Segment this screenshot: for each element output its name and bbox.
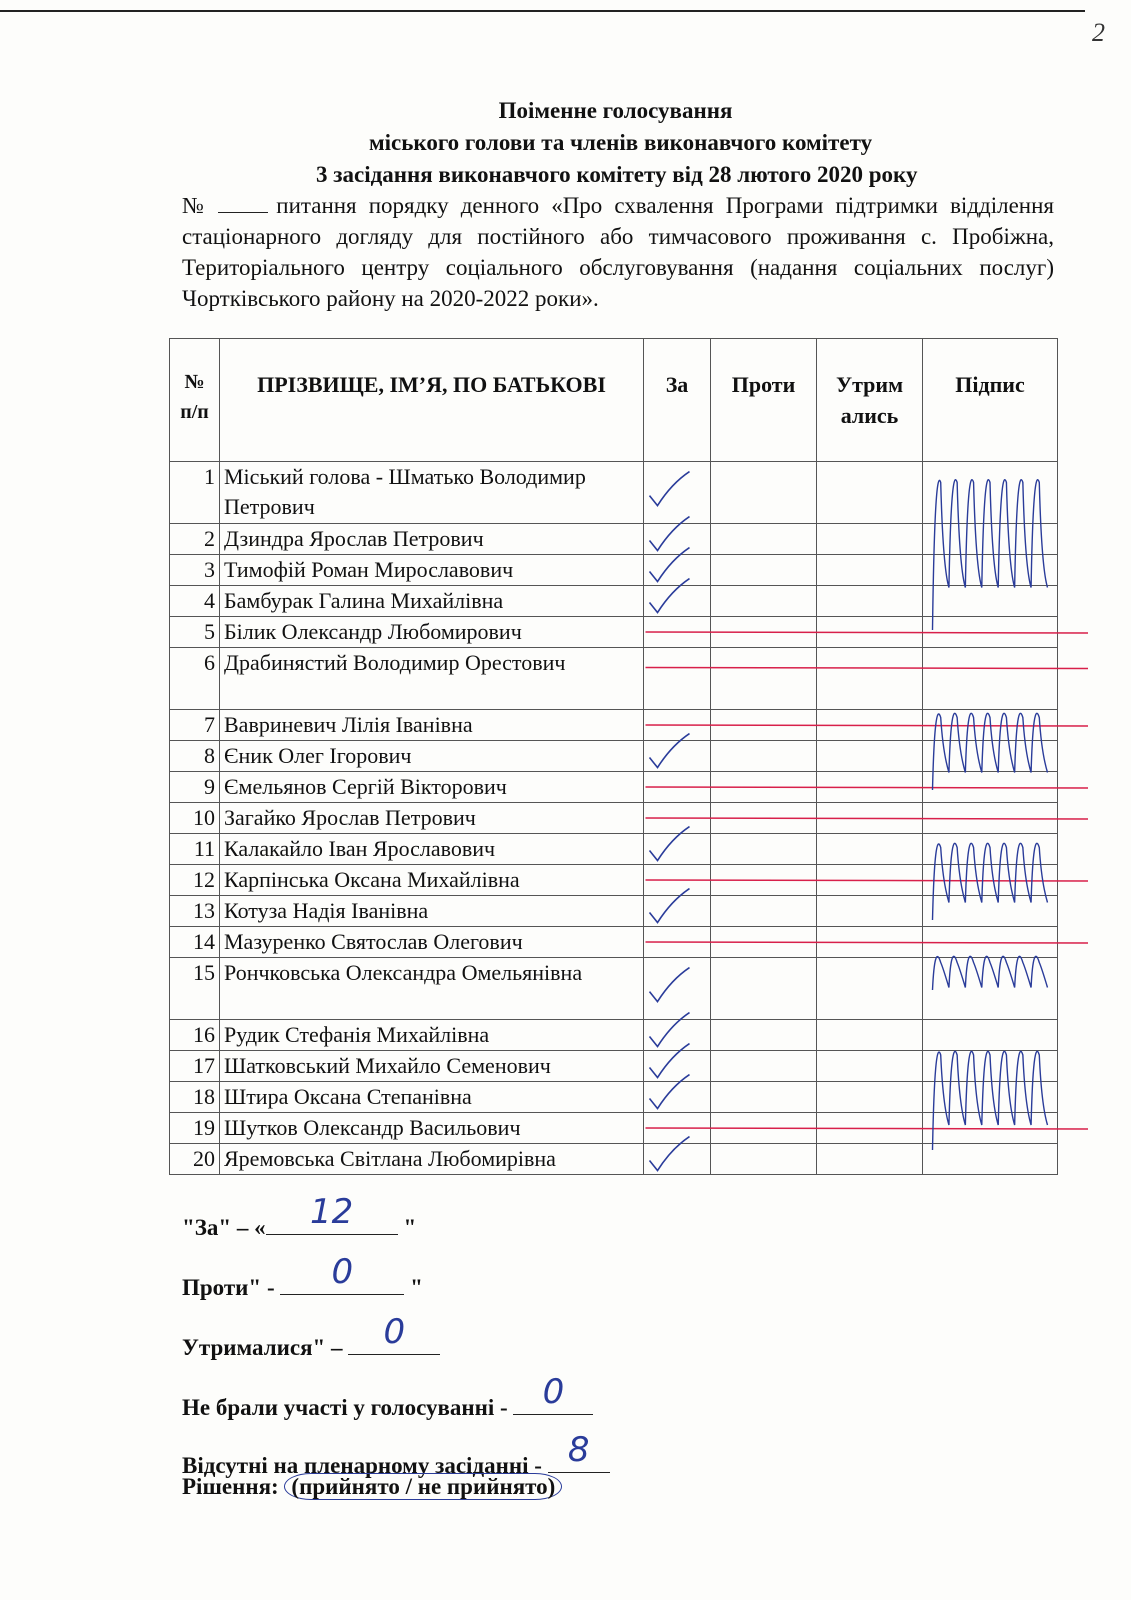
row-abstained-cell [817, 1144, 923, 1175]
row-against-cell [711, 1113, 817, 1144]
agenda-number-sign: № [182, 193, 211, 218]
row-against-cell [711, 648, 817, 710]
row-signature-cell [923, 648, 1058, 710]
decision-options: (прийнято / не прийнято) [284, 1473, 562, 1500]
row-against-cell [711, 772, 817, 803]
table-row [170, 927, 1058, 958]
row-name: Бамбурак Галина Михайлівна [220, 586, 644, 617]
row-for-cell [644, 865, 711, 896]
row-number: 1 [170, 462, 220, 524]
row-abstained-cell [817, 555, 923, 586]
table-row [170, 462, 1058, 524]
row-number: 8 [170, 741, 220, 772]
table-row [170, 617, 1058, 648]
header-against: Проти [711, 339, 817, 462]
row-for-cell [644, 803, 711, 834]
table-row [170, 803, 1058, 834]
row-number: 11 [170, 834, 220, 865]
result-not-voted-value: 0 [542, 1372, 565, 1412]
title-line-2: міського голови та членів виконавчого комітету [368, 130, 873, 155]
row-name: Яремовська Світлана Любомирівна [220, 1144, 644, 1175]
row-against-cell [711, 524, 817, 555]
row-for-cell [644, 1020, 711, 1051]
row-against-cell [711, 1020, 817, 1051]
table-row [170, 772, 1058, 803]
table-header-row [170, 339, 1058, 462]
row-abstained-cell [817, 772, 923, 803]
row-signature-cell [923, 1051, 1058, 1082]
result-for-blank [266, 1192, 398, 1235]
top-border-line [0, 10, 1085, 12]
row-name: Котуза Надія Іванівна [220, 896, 644, 927]
row-name: Загайко Ярослав Петрович [220, 803, 644, 834]
header-num: № п/п [170, 339, 220, 462]
vote-table [169, 338, 1058, 1175]
row-abstained-cell [817, 586, 923, 617]
agenda-text: питання порядку денного «Про схвалення Програми підтримки відділення стаціонарного догляду для постійного або тимчасового проживання с. Пробіжна, Територіального центру соціального обслуговування (надання соціальних послуг) Чортківського району на 2020-2022 роки». [182, 193, 1054, 311]
row-abstained-cell [817, 958, 923, 1020]
row-name: Міський голова - Шматько Володимир Петрович [220, 462, 644, 524]
agenda-number-blank [218, 212, 268, 213]
result-abstained-label: Утрималися" – [182, 1335, 349, 1360]
result-absent-blank [548, 1430, 610, 1473]
row-for-cell [644, 958, 711, 1020]
row-number: 20 [170, 1144, 220, 1175]
row-name: Рудик Стефанія Михайлівна [220, 1020, 644, 1051]
result-for-label: "За" – « [182, 1215, 266, 1240]
result-for [182, 1192, 417, 1241]
table-row [170, 648, 1058, 710]
row-signature-cell [923, 927, 1058, 958]
row-signature-cell [923, 772, 1058, 803]
row-against-cell [711, 710, 817, 741]
row-name: Білик Олександр Любомирович [220, 617, 644, 648]
row-signature-cell [923, 1020, 1058, 1051]
row-signature-cell [923, 865, 1058, 896]
row-number: 5 [170, 617, 220, 648]
row-against-cell [711, 1082, 817, 1113]
table-row [170, 1113, 1058, 1144]
row-abstained-cell [817, 927, 923, 958]
result-for-close: " [397, 1215, 417, 1240]
header-for: За [644, 339, 711, 462]
row-number: 7 [170, 710, 220, 741]
row-name: Калакайло Іван Ярославович [220, 834, 644, 865]
result-against-close: " [404, 1275, 423, 1300]
row-for-cell [644, 462, 711, 524]
row-signature-cell [923, 896, 1058, 927]
result-abstained-value: 0 [383, 1312, 406, 1352]
row-name: Шутков Олександр Васильович [220, 1113, 644, 1144]
result-absent-label: Відсутні на пленарному засіданні - [182, 1453, 548, 1478]
result-for-value: 12 [310, 1192, 354, 1232]
result-not-voted [182, 1372, 593, 1421]
row-abstained-cell [817, 710, 923, 741]
result-against-value: 0 [331, 1252, 354, 1292]
row-for-cell [644, 648, 711, 710]
row-signature-cell [923, 617, 1058, 648]
table-row [170, 524, 1058, 555]
row-signature-cell [923, 741, 1058, 772]
table-row [170, 741, 1058, 772]
row-number: 14 [170, 927, 220, 958]
row-signature-cell [923, 958, 1058, 1020]
table-row [170, 865, 1058, 896]
row-for-cell [644, 617, 711, 648]
row-number: 9 [170, 772, 220, 803]
result-not-voted-blank [513, 1372, 593, 1415]
row-name: Мазуренко Святослав Олегович [220, 927, 644, 958]
row-number: 12 [170, 865, 220, 896]
row-name: Рончковська Олександра Омельянівна [220, 958, 644, 1020]
row-name: Драбинястий Володимир Орестович [220, 648, 644, 710]
row-against-cell [711, 462, 817, 524]
row-for-cell [644, 772, 711, 803]
title-line-1: Поіменне голосування [498, 98, 733, 123]
row-signature-cell [923, 524, 1058, 555]
row-for-cell [644, 1144, 711, 1175]
row-for-cell [644, 896, 711, 927]
row-against-cell [711, 555, 817, 586]
row-abstained-cell [817, 1113, 923, 1144]
row-against-cell [711, 896, 817, 927]
row-for-cell [644, 1113, 711, 1144]
row-abstained-cell [817, 462, 923, 524]
row-against-cell [711, 1144, 817, 1175]
row-for-cell [644, 524, 711, 555]
header-name: ПРІЗВИЩЕ, ІМ’Я, ПО БАТЬКОВІ [220, 339, 644, 462]
result-abstained-blank [348, 1312, 440, 1355]
row-name: Тимофій Роман Мирославович [220, 555, 644, 586]
row-number: 2 [170, 524, 220, 555]
result-against-label: Проти" - [182, 1275, 281, 1300]
row-signature-cell [923, 586, 1058, 617]
decision-line [182, 1474, 562, 1500]
result-abstained [182, 1312, 440, 1361]
row-for-cell [644, 1051, 711, 1082]
table-row [170, 555, 1058, 586]
row-name: Єник Олег Ігорович [220, 741, 644, 772]
row-number: 19 [170, 1113, 220, 1144]
row-against-cell [711, 1051, 817, 1082]
result-against [182, 1252, 423, 1301]
row-abstained-cell [817, 617, 923, 648]
row-signature-cell [923, 462, 1058, 524]
row-number: 6 [170, 648, 220, 710]
row-signature-cell [923, 1113, 1058, 1144]
row-against-cell [711, 927, 817, 958]
header-abstained: Утрим ались [817, 339, 923, 462]
row-abstained-cell [817, 896, 923, 927]
header-signature: Підпис [923, 339, 1058, 462]
row-number: 3 [170, 555, 220, 586]
row-number: 13 [170, 896, 220, 927]
row-signature-cell [923, 834, 1058, 865]
row-abstained-cell [817, 834, 923, 865]
row-name: Карпінська Оксана Михайлівна [220, 865, 644, 896]
row-abstained-cell [817, 1082, 923, 1113]
row-abstained-cell [817, 865, 923, 896]
row-name: Шатковський Михайло Семенович [220, 1051, 644, 1082]
title-line-3: 3 засідання виконавчого комітету від 28 лютого 2020 року [316, 162, 918, 187]
table-row [170, 896, 1058, 927]
row-against-cell [711, 803, 817, 834]
row-abstained-cell [817, 1051, 923, 1082]
row-abstained-cell [817, 741, 923, 772]
row-for-cell [644, 586, 711, 617]
row-signature-cell [923, 1082, 1058, 1113]
row-against-cell [711, 617, 817, 648]
row-for-cell [644, 1082, 711, 1113]
row-number: 17 [170, 1051, 220, 1082]
row-for-cell [644, 834, 711, 865]
row-name: Ємельянов Сергій Вікторович [220, 772, 644, 803]
table-row [170, 1082, 1058, 1113]
row-signature-cell [923, 555, 1058, 586]
row-for-cell [644, 555, 711, 586]
agenda-item [182, 190, 1054, 314]
table-row [170, 1051, 1058, 1082]
table-row [170, 710, 1058, 741]
row-for-cell [644, 927, 711, 958]
result-against-blank [280, 1252, 404, 1295]
row-against-cell [711, 865, 817, 896]
decision-label: Рішення: [182, 1474, 285, 1499]
row-abstained-cell [817, 1020, 923, 1051]
row-for-cell [644, 710, 711, 741]
result-not-voted-label: Не брали участі у голосуванні - [182, 1395, 514, 1420]
table-row [170, 1144, 1058, 1175]
table-row [170, 1020, 1058, 1051]
row-signature-cell [923, 710, 1058, 741]
row-abstained-cell [817, 648, 923, 710]
row-signature-cell [923, 1144, 1058, 1175]
table-row [170, 834, 1058, 865]
row-signature-cell [923, 803, 1058, 834]
table-row [170, 586, 1058, 617]
row-for-cell [644, 741, 711, 772]
row-number: 4 [170, 586, 220, 617]
row-number: 15 [170, 958, 220, 1020]
row-against-cell [711, 741, 817, 772]
row-against-cell [711, 834, 817, 865]
row-abstained-cell [817, 803, 923, 834]
row-against-cell [711, 958, 817, 1020]
row-name: Дзиндра Ярослав Петрович [220, 524, 644, 555]
row-name: Вавриневич Лілія Іванівна [220, 710, 644, 741]
result-absent-value: 8 [567, 1430, 590, 1470]
page-number: 2 [1092, 18, 1105, 47]
row-abstained-cell [817, 524, 923, 555]
row-number: 18 [170, 1082, 220, 1113]
table-row [170, 958, 1058, 1020]
row-against-cell [711, 586, 817, 617]
row-number: 16 [170, 1020, 220, 1051]
row-number: 10 [170, 803, 220, 834]
row-name: Штира Оксана Степанівна [220, 1082, 644, 1113]
